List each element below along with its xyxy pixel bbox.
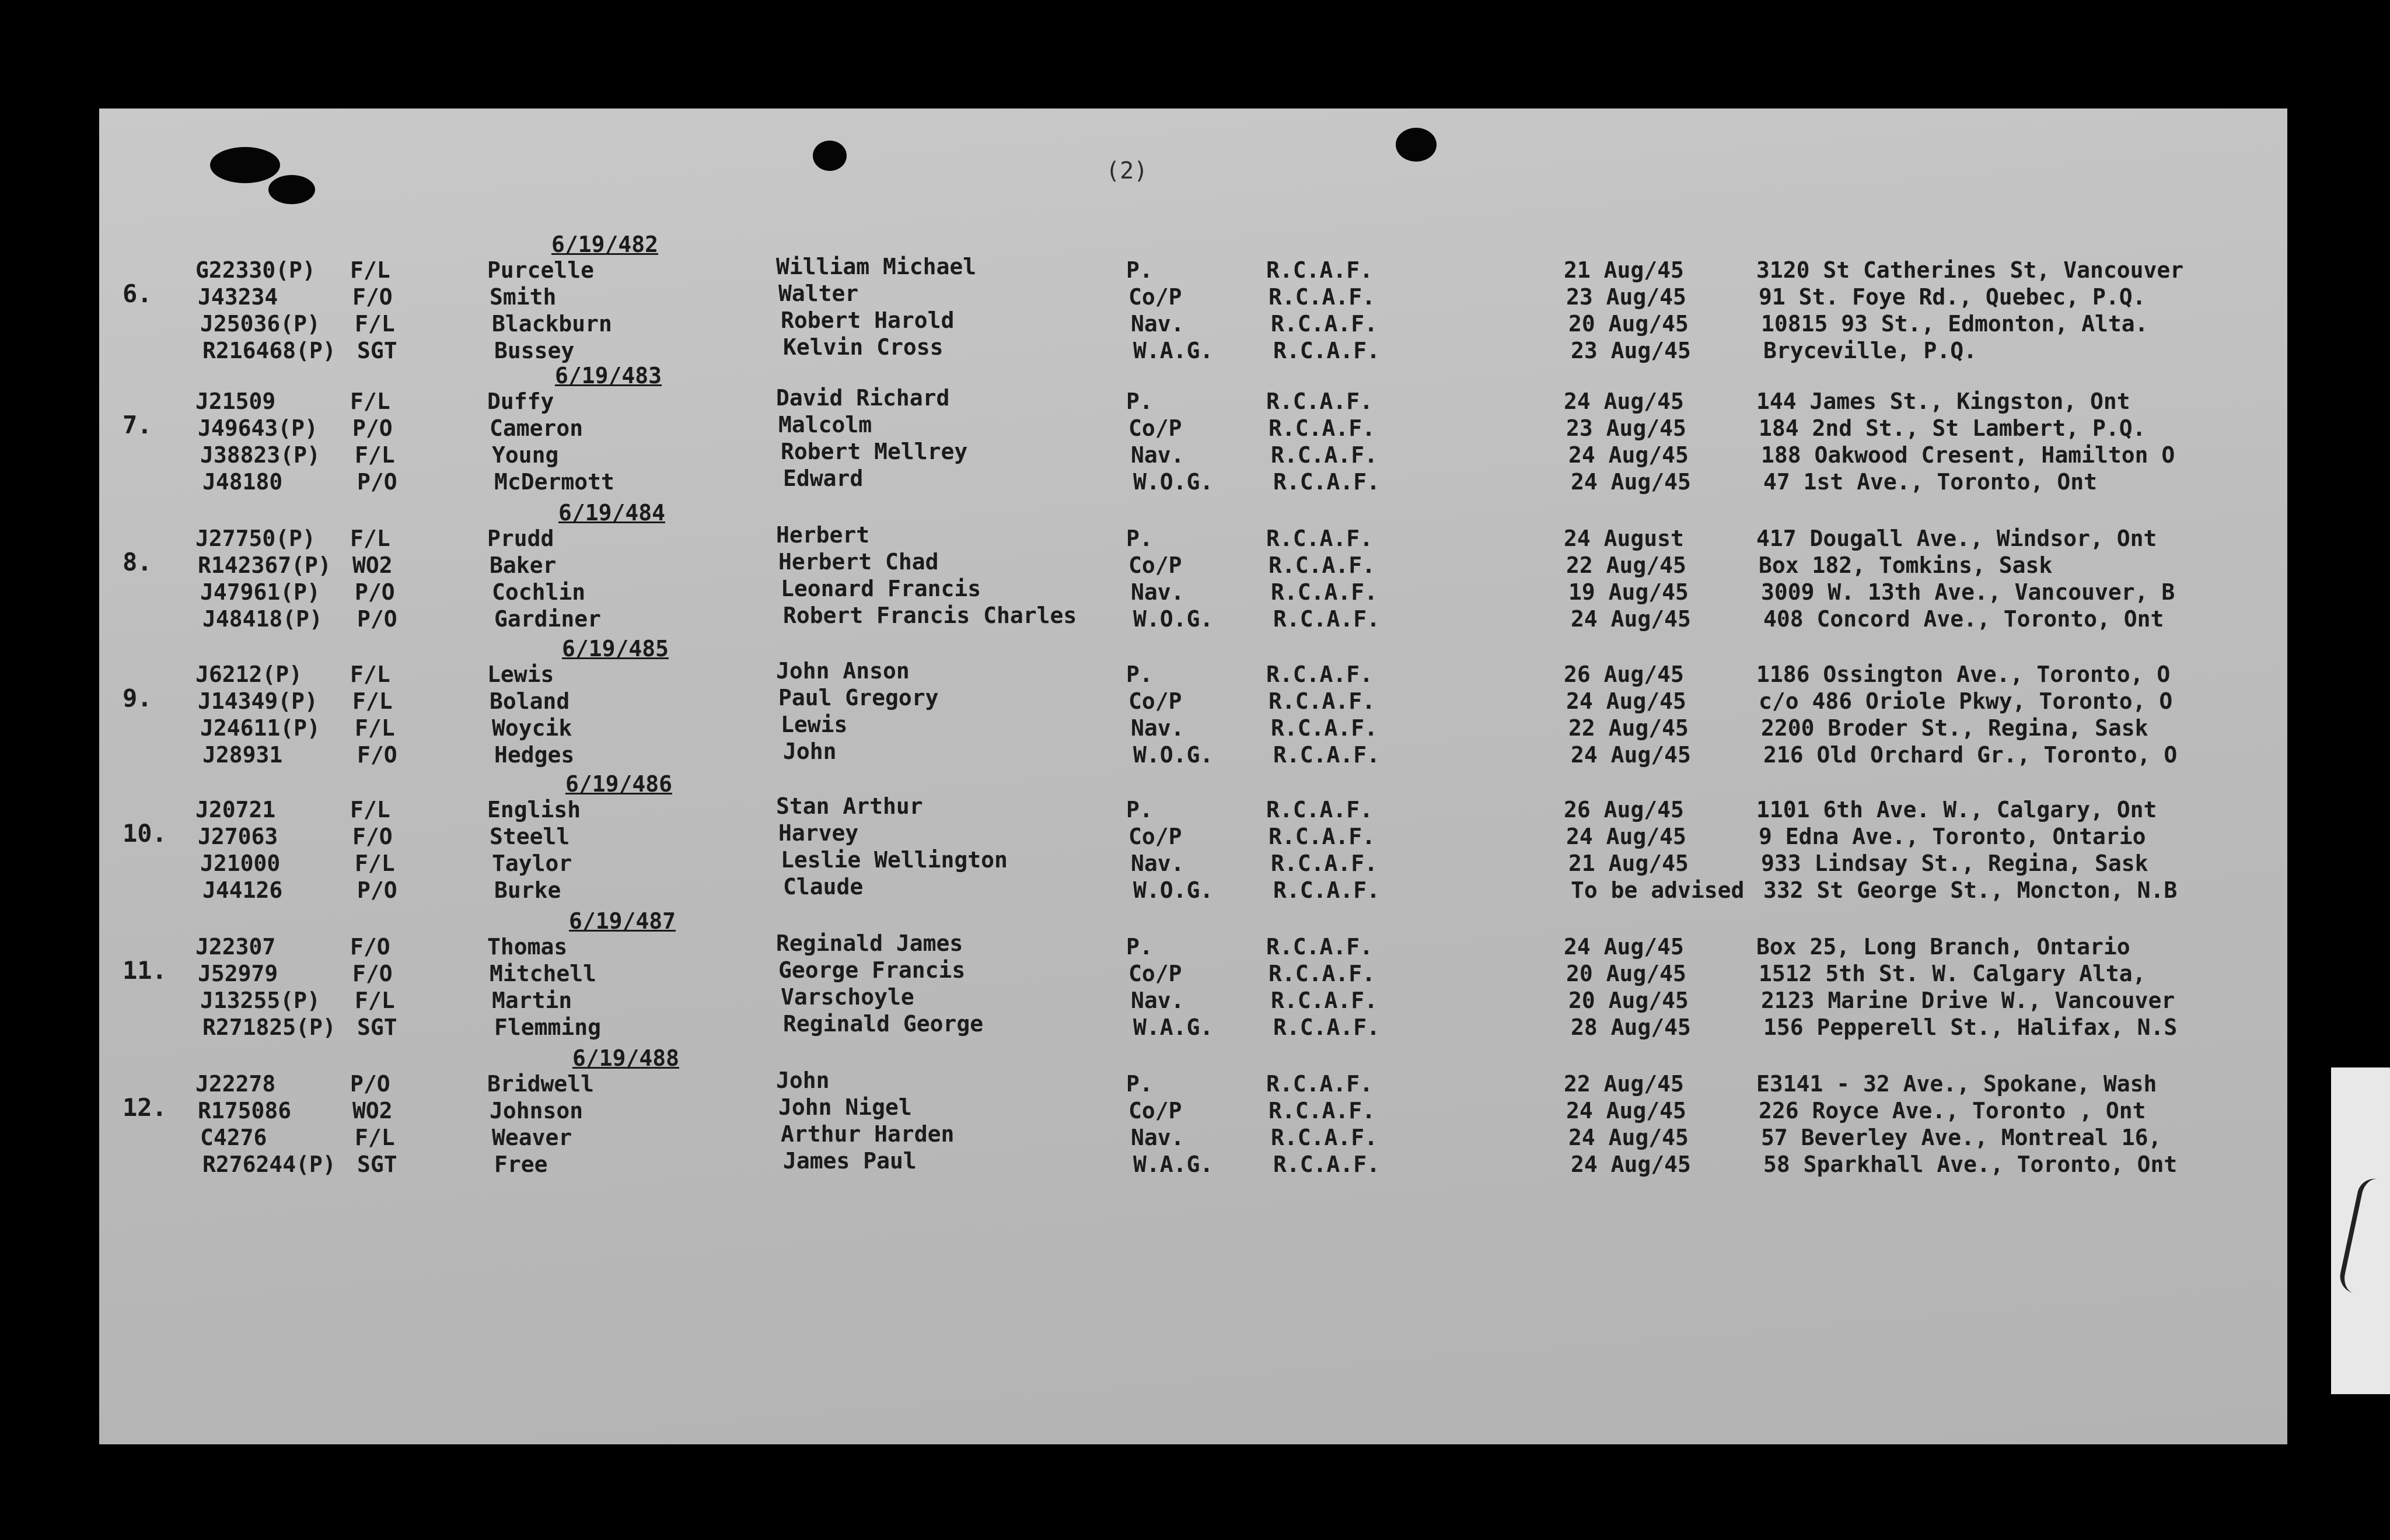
cell-date: 24 Aug/45 bbox=[1564, 388, 1684, 414]
cell-role: P. bbox=[1126, 1071, 1153, 1097]
cell-surname: Steell bbox=[490, 824, 570, 849]
group-number: 9. bbox=[123, 684, 152, 713]
cell-force: R.C.A.F. bbox=[1273, 877, 1381, 903]
cell-address: 10815 93 St., Edmonton, Alta. bbox=[1761, 311, 2148, 337]
cell-given: John Nigel bbox=[778, 1094, 912, 1120]
cell-role: Co/P bbox=[1128, 688, 1182, 714]
cell-given: Stan Arthur bbox=[776, 793, 923, 819]
cell-address: E3141 - 32 Ave., Spokane, Wash bbox=[1756, 1071, 2157, 1097]
cell-force: R.C.A.F. bbox=[1266, 388, 1374, 414]
cell-address: 2123 Marine Drive W., Vancouver bbox=[1761, 988, 2175, 1013]
cell-address: 1512 5th St. W. Calgary Alta, bbox=[1759, 961, 2146, 986]
page-number: (2) bbox=[1106, 158, 1148, 184]
cell-service-no: J44126 bbox=[202, 877, 283, 903]
cell-address: 2200 Broder St., Regina, Sask bbox=[1761, 715, 2148, 741]
cell-force: R.C.A.F. bbox=[1273, 1014, 1381, 1040]
cell-role: Nav. bbox=[1131, 715, 1184, 741]
cell-role: Nav. bbox=[1131, 442, 1184, 468]
cell-date: 20 Aug/45 bbox=[1566, 961, 1686, 986]
cell-surname: English bbox=[487, 797, 581, 822]
cell-rank: SGT bbox=[357, 1152, 397, 1177]
cell-address: 1101 6th Ave. W., Calgary, Ont bbox=[1756, 797, 2157, 822]
group-reference: 6/19/485 bbox=[562, 636, 669, 662]
group-number: 10. bbox=[123, 819, 167, 848]
cell-force: R.C.A.F. bbox=[1266, 797, 1374, 822]
cell-force: R.C.A.F. bbox=[1271, 850, 1378, 876]
cell-rank: P/O bbox=[352, 415, 393, 441]
cell-rank: P/O bbox=[350, 1071, 390, 1097]
group-number: 6. bbox=[123, 279, 152, 309]
cell-force: R.C.A.F. bbox=[1273, 338, 1381, 363]
cell-surname: Cameron bbox=[490, 415, 583, 441]
cell-rank: SGT bbox=[357, 1014, 397, 1040]
cell-service-no: J43234 bbox=[198, 284, 278, 310]
cell-date: 24 August bbox=[1564, 526, 1684, 551]
cell-force: R.C.A.F. bbox=[1271, 1125, 1378, 1150]
cell-rank: F/L bbox=[355, 1125, 395, 1150]
cell-rank: F/L bbox=[355, 850, 395, 876]
cell-given: Varschoyle bbox=[781, 984, 914, 1010]
cell-address: 188 Oakwood Cresent, Hamilton O bbox=[1761, 442, 2175, 468]
cell-surname: Hedges bbox=[494, 742, 575, 768]
cell-service-no: J22307 bbox=[195, 934, 276, 960]
cell-date: 22 Aug/45 bbox=[1564, 1071, 1684, 1097]
cell-given: Leonard Francis bbox=[781, 576, 981, 601]
cell-given: Paul Gregory bbox=[778, 685, 939, 710]
side-strip bbox=[2331, 1068, 2390, 1394]
cell-address: Box 25, Long Branch, Ontario bbox=[1756, 934, 2130, 960]
cell-service-no: J22278 bbox=[195, 1071, 276, 1097]
cell-surname: Bridwell bbox=[487, 1071, 595, 1097]
cell-force: R.C.A.F. bbox=[1271, 579, 1378, 605]
cell-given: Reginald George bbox=[783, 1011, 984, 1037]
punch-hole bbox=[1396, 128, 1437, 162]
cell-rank: WO2 bbox=[352, 552, 393, 578]
cell-force: R.C.A.F. bbox=[1271, 442, 1378, 468]
cell-service-no: J52979 bbox=[198, 961, 278, 986]
cell-service-no: R142367(P) bbox=[198, 552, 331, 578]
cell-role: Co/P bbox=[1128, 284, 1182, 310]
cell-given: Claude bbox=[783, 874, 864, 900]
cell-force: R.C.A.F. bbox=[1271, 311, 1378, 337]
cell-address: Bryceville, P.Q. bbox=[1763, 338, 1977, 363]
cell-role: Co/P bbox=[1128, 961, 1182, 986]
cell-service-no: J13255(P) bbox=[200, 988, 320, 1013]
cell-address: 3009 W. 13th Ave., Vancouver, B bbox=[1761, 579, 2175, 605]
cell-date: 26 Aug/45 bbox=[1564, 797, 1684, 822]
cell-service-no: J47961(P) bbox=[200, 579, 320, 605]
cell-address: 47 1st Ave., Toronto, Ont bbox=[1763, 469, 2097, 495]
cell-force: R.C.A.F. bbox=[1266, 934, 1374, 960]
cell-service-no: J6212(P) bbox=[195, 662, 303, 687]
cell-address: 184 2nd St., St Lambert, P.Q. bbox=[1759, 415, 2146, 441]
cell-service-no: G22330(P) bbox=[195, 257, 316, 283]
cell-given: Malcolm bbox=[778, 412, 872, 438]
cell-role: Co/P bbox=[1128, 824, 1182, 849]
cell-role: W.O.G. bbox=[1133, 742, 1214, 768]
cell-role: Nav. bbox=[1131, 1125, 1184, 1150]
cell-given: John bbox=[783, 738, 837, 764]
group-number: 8. bbox=[123, 548, 152, 577]
cell-surname: Johnson bbox=[490, 1098, 583, 1124]
cell-rank: WO2 bbox=[352, 1098, 393, 1124]
cell-rank: F/O bbox=[350, 934, 390, 960]
cell-force: R.C.A.F. bbox=[1273, 469, 1381, 495]
cell-surname: Purcelle bbox=[487, 257, 595, 283]
cell-given: David Richard bbox=[776, 385, 950, 411]
cell-surname: Burke bbox=[494, 877, 561, 903]
cell-service-no: J21000 bbox=[200, 850, 281, 876]
cell-role: W.O.G. bbox=[1133, 469, 1214, 495]
cell-role: P. bbox=[1126, 526, 1153, 551]
cell-role: Nav. bbox=[1131, 988, 1184, 1013]
cell-surname: Smith bbox=[490, 284, 557, 310]
cell-rank: F/O bbox=[357, 742, 397, 768]
cell-force: R.C.A.F. bbox=[1269, 961, 1376, 986]
cell-force: R.C.A.F. bbox=[1269, 824, 1376, 849]
cell-role: Co/P bbox=[1128, 1098, 1182, 1124]
cell-given: Robert Harold bbox=[781, 307, 955, 333]
punch-hole bbox=[813, 141, 847, 171]
cell-service-no: J27063 bbox=[198, 824, 278, 849]
cell-rank: F/L bbox=[355, 715, 395, 741]
cell-date: 21 Aug/45 bbox=[1564, 257, 1684, 283]
cell-rank: F/L bbox=[350, 526, 390, 551]
cell-date: 23 Aug/45 bbox=[1566, 415, 1686, 441]
cell-address: 417 Dougall Ave., Windsor, Ont bbox=[1756, 526, 2157, 551]
cell-rank: F/L bbox=[355, 311, 395, 337]
cell-given: Herbert Chad bbox=[778, 549, 939, 575]
cell-given: James Paul bbox=[783, 1148, 917, 1174]
cell-date: 22 Aug/45 bbox=[1566, 552, 1686, 578]
cell-given: Walter bbox=[778, 281, 859, 306]
cell-address: 933 Lindsay St., Regina, Sask bbox=[1761, 850, 2148, 876]
cell-date: 24 Aug/45 bbox=[1571, 742, 1691, 768]
cell-date: 20 Aug/45 bbox=[1568, 988, 1689, 1013]
cell-address: 408 Concord Ave., Toronto, Ont bbox=[1763, 606, 2164, 632]
cell-surname: Taylor bbox=[492, 850, 572, 876]
cell-role: P. bbox=[1126, 797, 1153, 822]
cell-given: Reginald James bbox=[776, 930, 963, 956]
cell-rank: P/O bbox=[357, 606, 397, 632]
cell-surname: Martin bbox=[492, 988, 572, 1013]
cell-rank: F/L bbox=[350, 797, 390, 822]
cell-force: R.C.A.F. bbox=[1273, 742, 1381, 768]
cell-rank: P/O bbox=[355, 579, 395, 605]
cell-service-no: J49643(P) bbox=[198, 415, 318, 441]
cell-force: R.C.A.F. bbox=[1266, 526, 1374, 551]
cell-given: Kelvin Cross bbox=[783, 334, 944, 360]
cell-service-no: R271825(P) bbox=[202, 1014, 336, 1040]
cell-address: 9 Edna Ave., Toronto, Ontario bbox=[1759, 824, 2146, 849]
cell-address: 57 Beverley Ave., Montreal 16, bbox=[1761, 1125, 2162, 1150]
cell-service-no: C4276 bbox=[200, 1125, 267, 1150]
cell-force: R.C.A.F. bbox=[1266, 257, 1374, 283]
cell-date: 24 Aug/45 bbox=[1566, 688, 1686, 714]
cell-date: 24 Aug/45 bbox=[1568, 1125, 1689, 1150]
cell-surname: Blackburn bbox=[492, 311, 612, 337]
cell-role: P. bbox=[1126, 662, 1153, 687]
cell-service-no: R175086 bbox=[198, 1098, 292, 1124]
cell-date: 19 Aug/45 bbox=[1568, 579, 1689, 605]
group-number: 12. bbox=[123, 1093, 167, 1122]
group-reference: 6/19/486 bbox=[565, 771, 673, 797]
cell-address: 1186 Ossington Ave., Toronto, O bbox=[1756, 662, 2171, 687]
cell-role: W.A.G. bbox=[1133, 1152, 1214, 1177]
cell-date: 24 Aug/45 bbox=[1571, 1152, 1691, 1177]
cell-date: 24 Aug/45 bbox=[1571, 606, 1691, 632]
cell-given: John Anson bbox=[776, 658, 910, 684]
cell-service-no: J14349(P) bbox=[198, 688, 318, 714]
cell-rank: F/L bbox=[355, 988, 395, 1013]
cell-surname: Young bbox=[492, 442, 559, 468]
cell-service-no: J38823(P) bbox=[200, 442, 320, 468]
cell-given: Lewis bbox=[781, 712, 848, 737]
cell-surname: Duffy bbox=[487, 388, 554, 414]
cell-rank: F/O bbox=[352, 284, 393, 310]
group-reference: 6/19/484 bbox=[558, 500, 666, 526]
cell-service-no: J27750(P) bbox=[195, 526, 316, 551]
cell-surname: McDermott bbox=[494, 469, 614, 495]
cell-rank: F/O bbox=[352, 961, 393, 986]
cell-date: 20 Aug/45 bbox=[1568, 311, 1689, 337]
cell-force: R.C.A.F. bbox=[1269, 1098, 1376, 1124]
cell-force: R.C.A.F. bbox=[1266, 662, 1374, 687]
cell-surname: Cochlin bbox=[492, 579, 586, 605]
cell-date: 23 Aug/45 bbox=[1566, 284, 1686, 310]
cell-date: 26 Aug/45 bbox=[1564, 662, 1684, 687]
cell-address: 226 Royce Ave., Toronto , Ont bbox=[1759, 1098, 2146, 1124]
cell-surname: Bussey bbox=[494, 338, 575, 363]
cell-rank: P/O bbox=[357, 469, 397, 495]
cell-rank: P/O bbox=[357, 877, 397, 903]
cell-role: W.O.G. bbox=[1133, 877, 1214, 903]
group-reference: 6/19/482 bbox=[551, 232, 659, 257]
group-reference: 6/19/483 bbox=[555, 363, 662, 388]
cell-rank: F/L bbox=[350, 662, 390, 687]
cell-service-no: J24611(P) bbox=[200, 715, 320, 741]
cell-rank: SGT bbox=[357, 338, 397, 363]
cell-given: Edward bbox=[783, 466, 864, 491]
cell-service-no: R216468(P) bbox=[202, 338, 336, 363]
cell-address: Box 182, Tomkins, Sask bbox=[1759, 552, 2053, 578]
cell-surname: Weaver bbox=[492, 1125, 572, 1150]
cell-role: W.A.G. bbox=[1133, 1014, 1214, 1040]
cell-force: R.C.A.F. bbox=[1271, 988, 1378, 1013]
cell-date: 24 Aug/45 bbox=[1564, 934, 1684, 960]
cell-surname: Free bbox=[494, 1152, 548, 1177]
cell-service-no: J28931 bbox=[202, 742, 283, 768]
cell-force: R.C.A.F. bbox=[1269, 415, 1376, 441]
cell-service-no: J20721 bbox=[195, 797, 276, 822]
cell-service-no: J25036(P) bbox=[200, 311, 320, 337]
cell-force: R.C.A.F. bbox=[1273, 606, 1381, 632]
cell-rank: F/L bbox=[352, 688, 393, 714]
cell-date: 24 Aug/45 bbox=[1568, 442, 1689, 468]
cell-service-no: J48180 bbox=[202, 469, 283, 495]
cell-date: 22 Aug/45 bbox=[1568, 715, 1689, 741]
cell-address: 144 James St., Kingston, Ont bbox=[1756, 388, 2130, 414]
cell-role: P. bbox=[1126, 388, 1153, 414]
cell-force: R.C.A.F. bbox=[1271, 715, 1378, 741]
cell-given: Robert Mellrey bbox=[781, 439, 968, 464]
cell-address: 3120 St Catherines St, Vancouver bbox=[1756, 257, 2184, 283]
cell-given: George Francis bbox=[778, 957, 966, 983]
cell-given: John bbox=[776, 1068, 830, 1093]
cell-force: R.C.A.F. bbox=[1273, 1152, 1381, 1177]
cell-force: R.C.A.F. bbox=[1269, 284, 1376, 310]
cell-rank: F/O bbox=[352, 824, 393, 849]
punch-hole bbox=[210, 147, 280, 183]
strip-mark bbox=[2337, 1175, 2390, 1298]
cell-surname: Woycik bbox=[492, 715, 572, 741]
cell-force: R.C.A.F. bbox=[1269, 688, 1376, 714]
cell-date: 23 Aug/45 bbox=[1571, 338, 1691, 363]
cell-surname: Thomas bbox=[487, 934, 568, 960]
cell-address: 58 Sparkhall Ave., Toronto, Ont bbox=[1763, 1152, 2178, 1177]
cell-role: P. bbox=[1126, 257, 1153, 283]
cell-force: R.C.A.F. bbox=[1269, 552, 1376, 578]
cell-rank: F/L bbox=[350, 257, 390, 283]
cell-surname: Flemming bbox=[494, 1014, 602, 1040]
cell-role: Nav. bbox=[1131, 311, 1184, 337]
cell-service-no: R276244(P) bbox=[202, 1152, 336, 1177]
cell-rank: F/L bbox=[350, 388, 390, 414]
cell-address: c/o 486 Oriole Pkwy, Toronto, O bbox=[1759, 688, 2173, 714]
cell-given: Arthur Harden bbox=[781, 1121, 955, 1147]
cell-role: Co/P bbox=[1128, 552, 1182, 578]
cell-role: Nav. bbox=[1131, 850, 1184, 876]
cell-given: Herbert bbox=[776, 522, 870, 548]
cell-given: Leslie Wellington bbox=[781, 847, 1008, 873]
group-number: 7. bbox=[123, 411, 152, 440]
cell-role: Nav. bbox=[1131, 579, 1184, 605]
cell-service-no: J21509 bbox=[195, 388, 276, 414]
cell-service-no: J48418(P) bbox=[202, 606, 323, 632]
cell-role: W.O.G. bbox=[1133, 606, 1214, 632]
cell-address: 216 Old Orchard Gr., Toronto, O bbox=[1763, 742, 2178, 768]
cell-date: 24 Aug/45 bbox=[1566, 1098, 1686, 1124]
cell-given: Robert Francis Charles bbox=[783, 603, 1077, 628]
cell-role: P. bbox=[1126, 934, 1153, 960]
cell-surname: Prudd bbox=[487, 526, 554, 551]
cell-address: 156 Pepperell St., Halifax, N.S bbox=[1763, 1014, 2178, 1040]
cell-date: 28 Aug/45 bbox=[1571, 1014, 1691, 1040]
cell-given: Harvey bbox=[778, 820, 859, 846]
group-reference: 6/19/488 bbox=[572, 1045, 680, 1071]
cell-force: R.C.A.F. bbox=[1266, 1071, 1374, 1097]
cell-address: 91 St. Foye Rd., Quebec, P.Q. bbox=[1759, 284, 2146, 310]
group-reference: 6/19/487 bbox=[569, 908, 676, 934]
cell-address: 332 St George St., Moncton, N.B bbox=[1763, 877, 2178, 903]
cell-date: 24 Aug/45 bbox=[1566, 824, 1686, 849]
cell-date: To be advised bbox=[1571, 877, 1745, 903]
cell-surname: Lewis bbox=[487, 662, 554, 687]
cell-surname: Gardiner bbox=[494, 606, 602, 632]
cell-role: Co/P bbox=[1128, 415, 1182, 441]
cell-surname: Baker bbox=[490, 552, 557, 578]
cell-surname: Boland bbox=[490, 688, 570, 714]
group-number: 11. bbox=[123, 956, 167, 985]
punch-hole bbox=[268, 175, 315, 204]
cell-rank: F/L bbox=[355, 442, 395, 468]
cell-given: William Michael bbox=[776, 254, 977, 279]
cell-date: 24 Aug/45 bbox=[1571, 469, 1691, 495]
cell-date: 21 Aug/45 bbox=[1568, 850, 1689, 876]
cell-surname: Mitchell bbox=[490, 961, 597, 986]
cell-role: W.A.G. bbox=[1133, 338, 1214, 363]
